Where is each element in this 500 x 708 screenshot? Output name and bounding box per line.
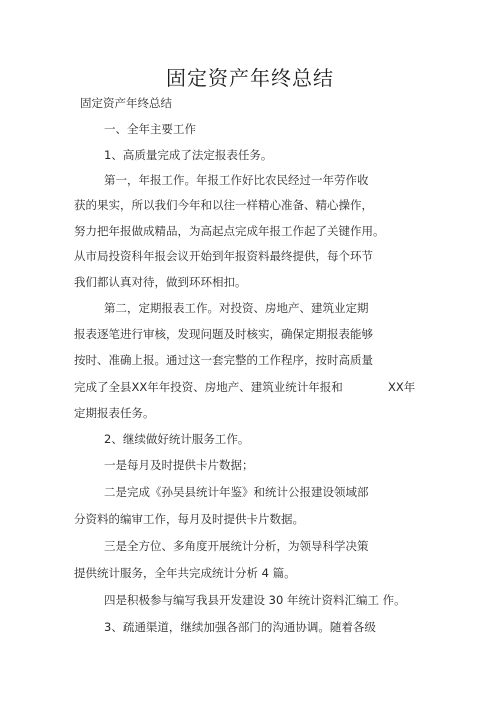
section-heading: 2、继续做好统计服务工作。: [104, 432, 250, 446]
paragraph-line: 1、高质量完成了法定报表任务。: [104, 148, 273, 162]
paragraph-line: 报表逐笔进行审核，发现问题及时核实，确保定期报表能够: [74, 327, 373, 341]
paragraph-line: 努力把年报做成精品，为高起点完成年报工作起了关键作用。: [74, 224, 385, 238]
paragraph-line: 我们都认真对待，做到环环相扣。: [74, 275, 247, 289]
section-heading: 一、全年主要工作: [104, 122, 196, 136]
paragraph-line: 按时、准确上报。通过这一套完整的工作程序，按时高质量: [74, 353, 373, 367]
paragraph-line-trailing: XX年: [388, 380, 416, 394]
paragraph-line: 从市局投资科年报会议开始到年报资料最终提供，每个环节: [74, 249, 373, 263]
paragraph-line: 第二，定期报表工作。对投资、房地产、建筑业定期: [104, 301, 369, 315]
paragraph-line: 一是每月及时提供卡片数据；: [104, 458, 254, 472]
paragraph-line: 四是积极参与编写我县开发建设 30 年统计资料汇编工 作。: [104, 593, 406, 607]
paragraph-line: 提供统计服务，全年共完成统计分析 4 篇。: [74, 566, 296, 580]
paragraph-line: 完成了全县XX年年投资、房地产、建筑业统计年报和: [74, 380, 343, 394]
paragraph-line: 分资料的编审工作，每月及时提供卡片数据。: [74, 512, 304, 526]
document-subtitle: 固定资产年终总结: [80, 96, 172, 110]
document-title: 固定资产年终总结: [166, 66, 334, 90]
paragraph-line: 定期报表任务。: [74, 406, 155, 420]
paragraph-line: 二是完成《孙吴县统计年鉴》和统计公报建设领域部: [104, 485, 369, 499]
paragraph-line: 获的果实，所以我们今年和以往一样精心准备、精心操作，: [74, 198, 373, 212]
paragraph-line: 三是全方位、多角度开展统计分析，为领导科学决策: [104, 539, 369, 553]
section-heading: 3、疏通渠道，继续加强各部门的沟通协调。随着各级: [104, 620, 376, 634]
paragraph-line: 第一，年报工作。年报工作好比农民经过一年劳作收: [104, 173, 369, 187]
